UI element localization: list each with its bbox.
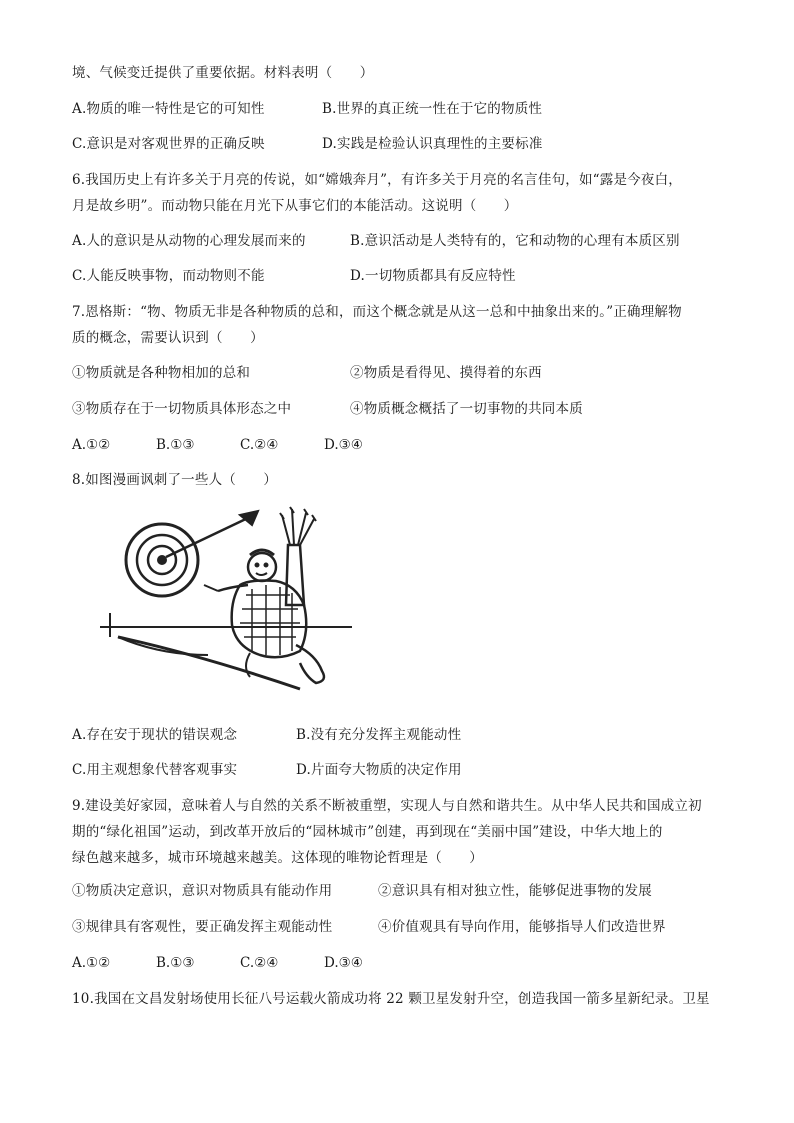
q10-stem-line1: 10.我国在文昌发射场使用长征八号运载火箭成功将 22 颗卫星发射升空，创造我国一箭多星新纪录。卫星 (72, 991, 710, 1007)
q9-option-b: B.①③ (156, 955, 195, 971)
q7-options (72, 435, 408, 455)
q7-option-a: A.①② (72, 437, 111, 453)
q9-stem-line3: 绿色越来越多，城市环境越来越美。这体现的唯物论哲理是（ ） (72, 850, 483, 866)
q6-option-b: B.意识活动是人类特有的，它和动物的心理有本质区别 (350, 233, 680, 249)
archer-cartoon-image (100, 505, 352, 705)
q5-option-b: B.世界的真正统一性在于它的物质性 (322, 101, 543, 117)
q8-option-a: A.存在安于现状的错误观念 (72, 727, 238, 743)
q9-statement-4: ④价值观具有导向作用，能够指导人们改造世界 (378, 919, 666, 935)
q7-option-c: C.②④ (240, 437, 279, 453)
q8-option-b: B.没有充分发挥主观能动性 (296, 727, 462, 743)
q9-statement-3: ③规律具有客观性，要正确发挥主观能动性 (72, 919, 333, 935)
q9-option-a: A.①② (72, 955, 111, 971)
q6-stem-line2: 月是故乡明”。而动物只能在月光下从事它们的本能活动。这说明（ ） (72, 198, 518, 214)
q8-stem: 8.如图漫画讽刺了一些人（ ） (72, 472, 278, 488)
q5-option-d: D.实践是检验认识真理性的主要标准 (322, 136, 543, 152)
q7-statement-1: ①物质就是各种物相加的总和 (72, 365, 251, 381)
q7-statement-4: ④物质概念概括了一切事物的共同本质 (350, 401, 583, 417)
q7-statement-2: ②物质是看得见、摸得着的东西 (350, 365, 542, 381)
q9-stem-line2: 期的“绿化祖国”运动，到改革开放后的“园林城市”创建，再到现在“美丽中国”建设，中华大地上的 (72, 824, 663, 840)
q5-option-c: C.意识是对客观世界的正确反映 (72, 136, 265, 152)
q5-stem-tail: 境、气候变迁提供了重要依据。材料表明（ ） (72, 65, 374, 81)
q6-option-a: A.人的意识是从动物的心理发展而来的 (72, 233, 306, 249)
q8-option-d: D.片面夸大物质的决定作用 (296, 762, 462, 778)
q9-option-c: C.②④ (240, 955, 279, 971)
q7-option-b: B.①③ (156, 437, 195, 453)
q6-stem-line1: 6.我国历史上有许多关于月亮的传说，如“嫦娥奔月”，有许多关于月亮的名言佳句，如“露是今夜白， (72, 172, 682, 188)
q9-option-d: D.③④ (324, 955, 363, 971)
q9-options (72, 953, 408, 973)
q6-option-c: C.人能反映事物，而动物则不能 (72, 268, 265, 284)
q8-option-c: C.用主观想象代替客观事实 (72, 762, 238, 778)
q7-stem-line1: 7.恩格斯：“物、物质无非是各种物质的总和，而这个概念就是从这一总和中抽象出来的。”正确理解物 (72, 304, 682, 320)
q9-stem-line1: 9.建设美好家园，意味着人与自然的关系不断被重塑，实现人与自然和谐共生。从中华人民共和国成立初 (72, 798, 702, 814)
q9-statement-2: ②意识具有相对独立性，能够促进事物的发展 (378, 883, 652, 899)
q6-option-d: D.一切物质都具有反应特性 (350, 268, 516, 284)
q7-statement-3: ③物质存在于一切物质具体形态之中 (72, 401, 292, 417)
q7-stem-line2: 质的概念，需要认识到（ ） (72, 330, 264, 346)
q9-statement-1: ①物质决定意识，意识对物质具有能动作用 (72, 883, 333, 899)
q5-option-a: A.物质的唯一特性是它的可知性 (72, 101, 265, 117)
q7-option-d: D.③④ (324, 437, 363, 453)
